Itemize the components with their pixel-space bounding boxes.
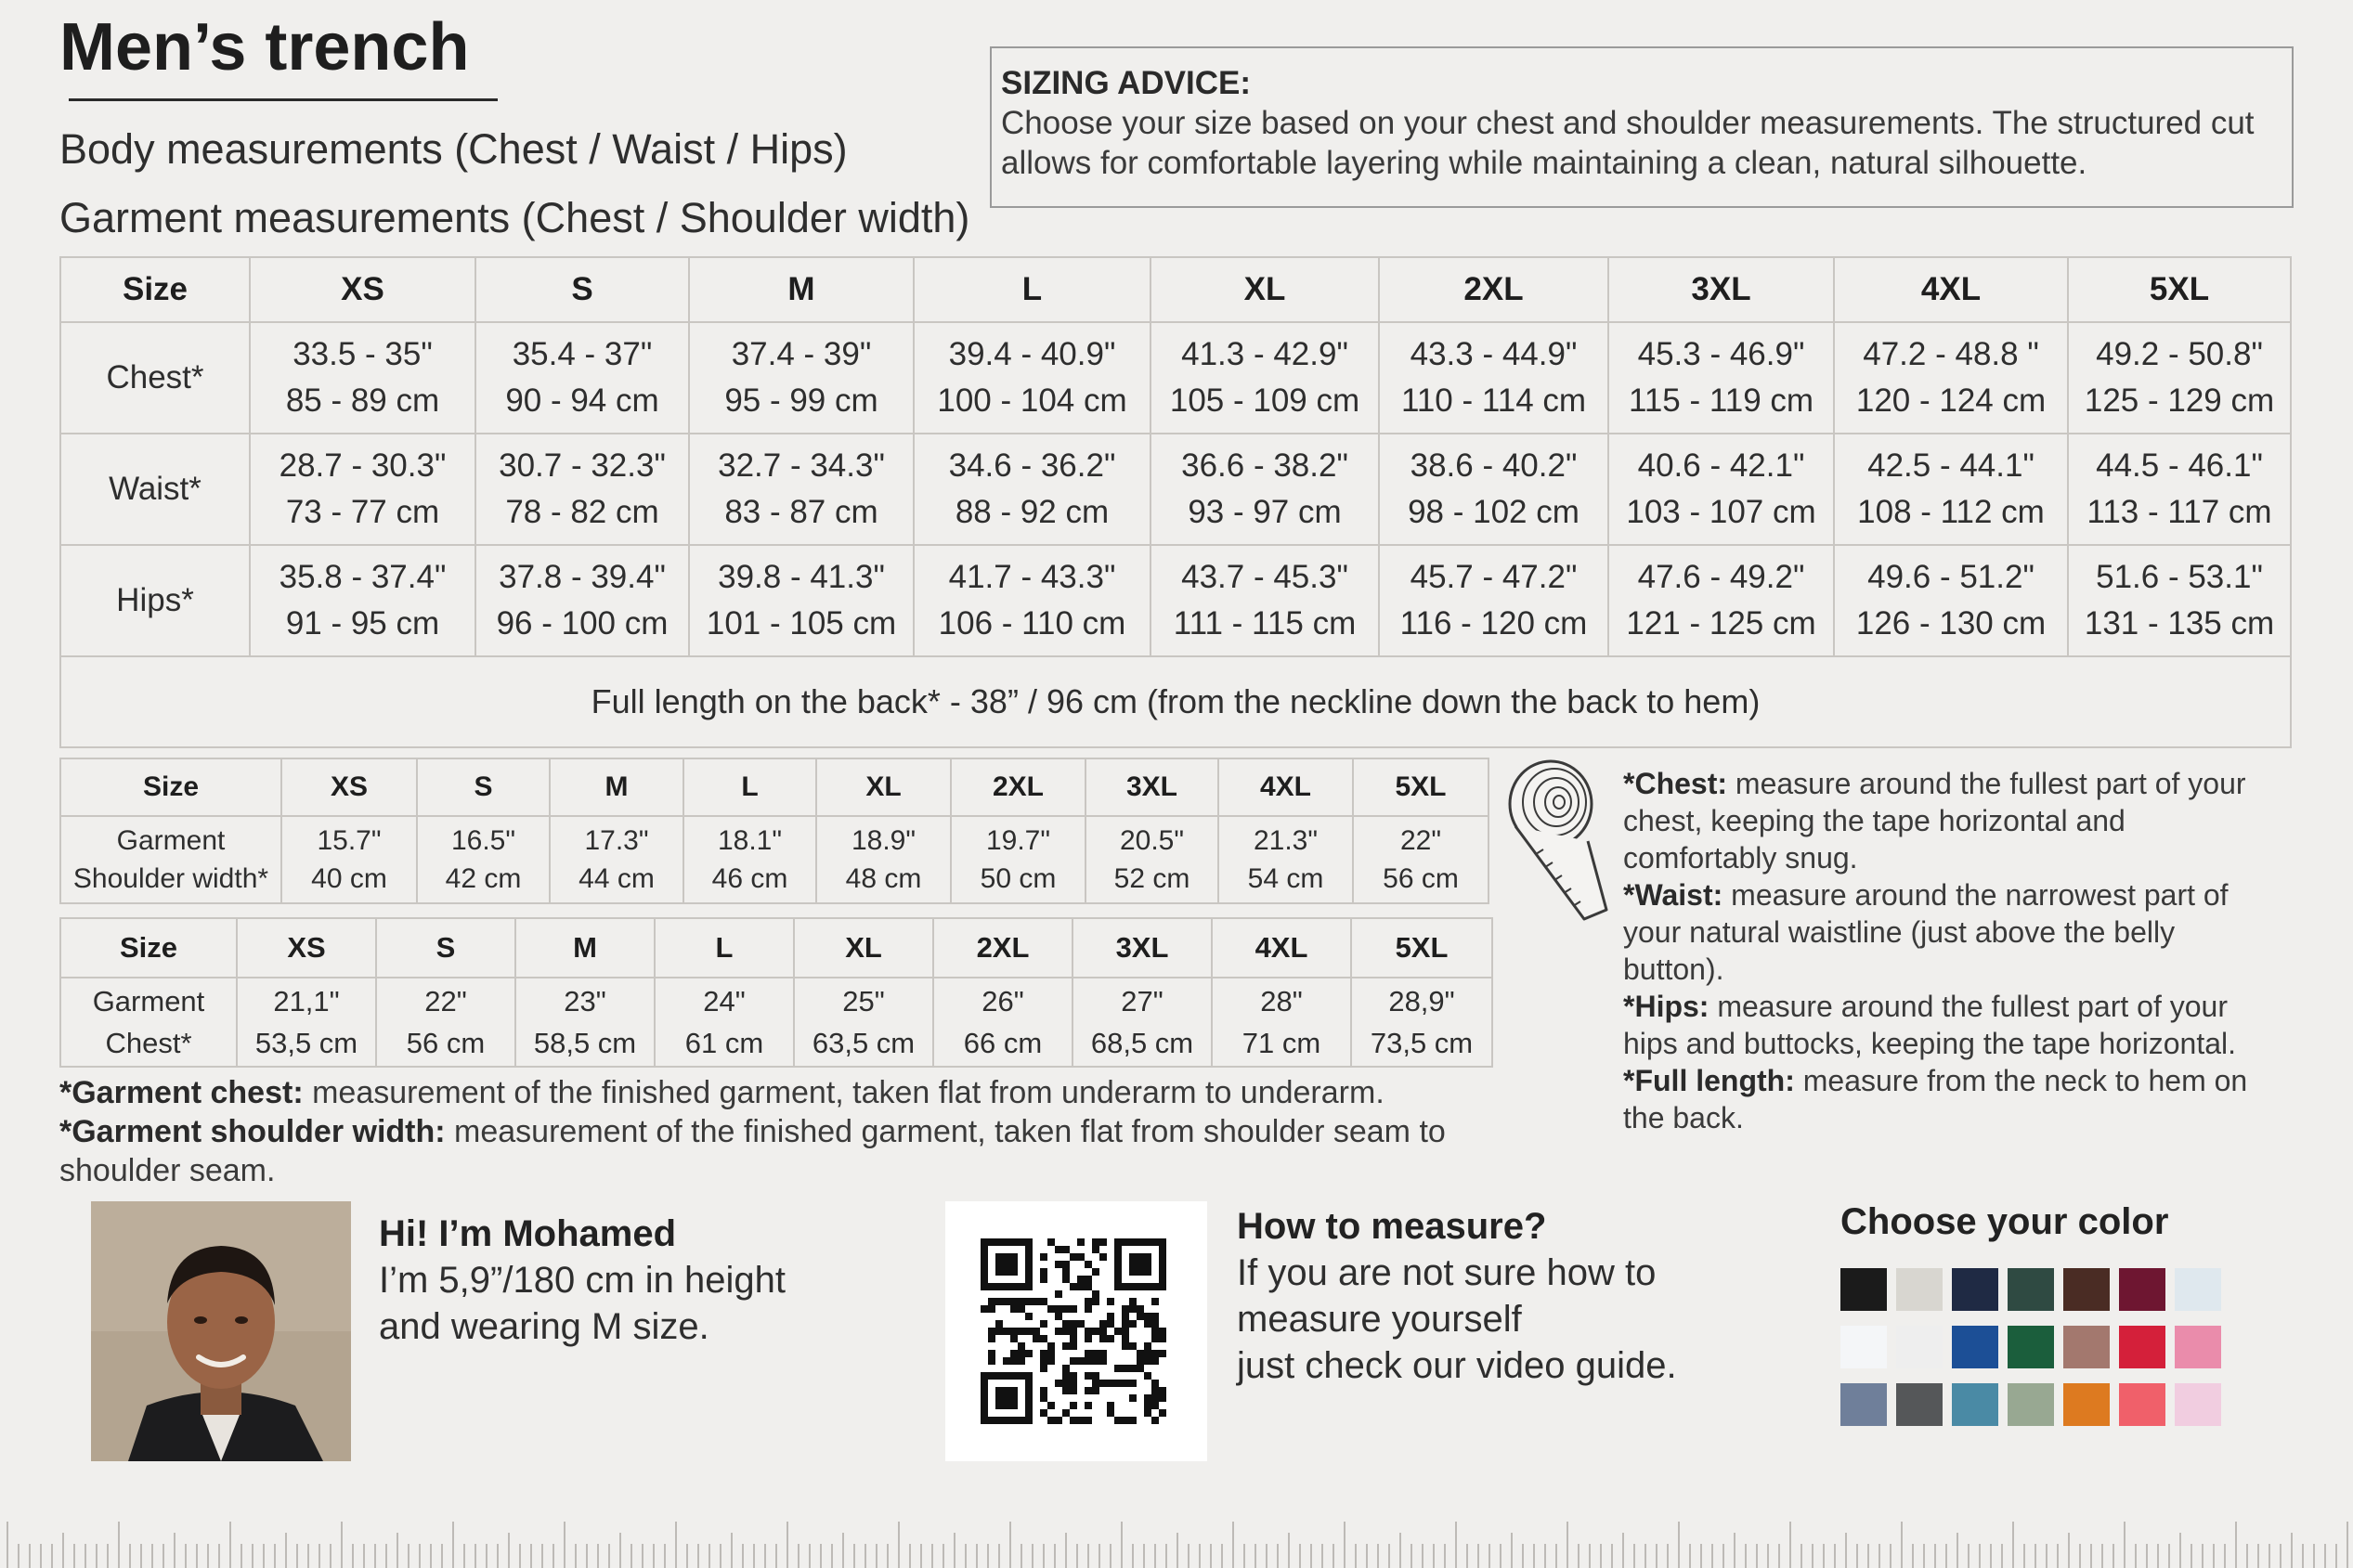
inch-value: 40.6 - 42.1" bbox=[1637, 447, 1805, 484]
cm-value: 88 - 92 cm bbox=[955, 494, 1110, 530]
table-cell bbox=[250, 322, 475, 434]
inch-value: 21,1" bbox=[273, 985, 340, 1017]
color-swatch[interactable] bbox=[2063, 1326, 2110, 1368]
inch-value: 43.7 - 45.3" bbox=[1181, 559, 1348, 595]
hips-instruction bbox=[1623, 988, 2282, 1062]
header-cell: S bbox=[376, 918, 515, 978]
cm-value: 108 - 112 cm bbox=[1857, 494, 2045, 530]
color-swatch[interactable] bbox=[2175, 1268, 2221, 1311]
inch-value: 28,9" bbox=[1388, 985, 1455, 1017]
measuring-instructions bbox=[1623, 765, 2282, 1136]
table-cell bbox=[1379, 545, 1608, 656]
inch-value: 26" bbox=[982, 985, 1024, 1017]
header-cell: 3XL bbox=[1086, 758, 1218, 816]
header-cell: XL bbox=[794, 918, 933, 978]
header-cell: 3XL bbox=[1072, 918, 1212, 978]
cm-value: 50 cm bbox=[980, 863, 1057, 894]
table-cell bbox=[2068, 545, 2291, 656]
table-cell bbox=[1379, 322, 1608, 434]
cm-value: 52 cm bbox=[1113, 863, 1190, 894]
shoulder-width-table bbox=[59, 758, 1489, 904]
how-to-text: If you are not sure how to bbox=[1237, 1252, 1657, 1293]
color-swatch[interactable] bbox=[1952, 1326, 1998, 1368]
header-cell: 4XL bbox=[1834, 257, 2068, 322]
how-to-heading: How to measure? bbox=[1237, 1206, 1547, 1247]
table-cell bbox=[250, 545, 475, 656]
cm-value: 126 - 130 cm bbox=[1855, 605, 2047, 641]
table-cell bbox=[1834, 434, 2068, 545]
table-cell bbox=[550, 816, 683, 903]
table-cell bbox=[1218, 816, 1353, 903]
inch-value: 43.3 - 44.9" bbox=[1410, 336, 1578, 372]
note-text: measurement of the finished garment, taken flat from shoulder seam to shoulder seam. bbox=[59, 1114, 1446, 1188]
cm-value: 91 - 95 cm bbox=[285, 605, 440, 641]
cm-value: 48 cm bbox=[845, 863, 922, 894]
body-size-table bbox=[59, 256, 2292, 748]
note-term: *Waist: bbox=[1623, 878, 1723, 912]
cm-value: 54 cm bbox=[1247, 863, 1324, 894]
header-cell: 5XL bbox=[1353, 758, 1488, 816]
note-term: *Hips: bbox=[1623, 990, 1710, 1023]
color-swatch[interactable] bbox=[1896, 1383, 1943, 1426]
how-to-measure bbox=[1237, 1203, 1757, 1389]
header-cell: 4XL bbox=[1218, 758, 1353, 816]
color-swatch-grid bbox=[1840, 1268, 2227, 1432]
row-label bbox=[60, 816, 281, 903]
row-label-line: Garment bbox=[92, 985, 205, 1017]
table-cell bbox=[1212, 978, 1351, 1067]
model-heading: Hi! I’m Mohamed bbox=[379, 1213, 677, 1254]
table-cell bbox=[376, 978, 515, 1067]
header-cell: XS bbox=[281, 758, 417, 816]
inch-value: 41.7 - 43.3" bbox=[948, 559, 1116, 595]
inch-value: 35.8 - 37.4" bbox=[279, 559, 447, 595]
inch-value: 32.7 - 34.3" bbox=[718, 447, 885, 484]
color-swatch[interactable] bbox=[2119, 1326, 2165, 1368]
header-cell: Size bbox=[60, 257, 250, 322]
inch-value: 47.6 - 49.2" bbox=[1637, 559, 1805, 595]
cm-value: 93 - 97 cm bbox=[1188, 494, 1342, 530]
header-cell: S bbox=[417, 758, 550, 816]
inch-value: 47.2 - 48.8 " bbox=[1863, 336, 2039, 372]
table-cell bbox=[689, 322, 914, 434]
inch-value: 39.4 - 40.9" bbox=[948, 336, 1116, 372]
header-cell: Size bbox=[60, 918, 237, 978]
sizing-advice-text: Choose your size based on your chest and shoulder measurements. The structured cut allows for comfortable layering while maintaining a clean, natural silhouette. bbox=[1001, 105, 2255, 181]
cm-value: 113 - 117 cm bbox=[2086, 494, 2272, 530]
inch-value: 25" bbox=[842, 985, 885, 1017]
table-cell bbox=[515, 978, 655, 1067]
body-measurements-subtitle: Body measurements (Chest / Waist / Hips) bbox=[59, 125, 848, 173]
cm-value: 56 cm bbox=[1383, 863, 1459, 894]
inch-value: 37.8 - 39.4" bbox=[499, 559, 666, 595]
note-text: measure around the fullest part of your chest, keeping the tape horizontal and comfortably snug. bbox=[1623, 767, 2246, 875]
cm-value: 120 - 124 cm bbox=[1855, 382, 2047, 419]
inch-value: 35.4 - 37" bbox=[512, 336, 653, 372]
inch-value: 16.5" bbox=[450, 825, 516, 856]
inch-value: 21.3" bbox=[1253, 825, 1319, 856]
inch-value: 30.7 - 32.3" bbox=[499, 447, 666, 484]
page-title: Men’s trench bbox=[59, 10, 470, 84]
sizing-advice-box bbox=[990, 46, 2294, 208]
cm-value: 103 - 107 cm bbox=[1626, 494, 1816, 530]
cm-value: 46 cm bbox=[711, 863, 788, 894]
color-picker-title: Choose your color bbox=[1840, 1201, 2169, 1242]
chest-row bbox=[60, 322, 2291, 434]
table-cell bbox=[417, 816, 550, 903]
inch-value: 17.3" bbox=[584, 825, 649, 856]
header-cell: XS bbox=[250, 257, 475, 322]
table-cell bbox=[933, 978, 1072, 1067]
header-cell: XL bbox=[1150, 257, 1379, 322]
header-cell: 2XL bbox=[933, 918, 1072, 978]
table-cell bbox=[475, 322, 689, 434]
inch-value: 51.6 - 53.1" bbox=[2096, 559, 2263, 595]
inch-value: 37.4 - 39" bbox=[731, 336, 872, 372]
inch-value: 44.5 - 46.1" bbox=[2096, 447, 2263, 484]
full-length-note: Full length on the back* - 38” / 96 cm (from the neckline down the back to hem) bbox=[60, 656, 2291, 747]
table-cell bbox=[689, 545, 914, 656]
cm-value: 106 - 110 cm bbox=[938, 605, 1126, 641]
cm-value: 90 - 94 cm bbox=[505, 382, 659, 419]
inch-value: 22" bbox=[1399, 825, 1442, 856]
full-length-instruction bbox=[1623, 1062, 2282, 1136]
table-cell bbox=[2068, 434, 2291, 545]
header-cell: L bbox=[914, 257, 1150, 322]
color-swatch[interactable] bbox=[1952, 1383, 1998, 1426]
waist-row bbox=[60, 434, 2291, 545]
cm-value: 111 - 115 cm bbox=[1173, 605, 1357, 641]
table-cell bbox=[1351, 978, 1492, 1067]
garment-chest-note bbox=[59, 1073, 1545, 1112]
model-photo bbox=[91, 1201, 351, 1461]
table-cell bbox=[1834, 322, 2068, 434]
header-cell: 2XL bbox=[1379, 257, 1608, 322]
cm-value: 125 - 129 cm bbox=[2084, 382, 2275, 419]
color-swatch[interactable] bbox=[1896, 1326, 1943, 1368]
header-cell: M bbox=[515, 918, 655, 978]
row-label bbox=[60, 978, 237, 1067]
hips-row bbox=[60, 545, 2291, 656]
table-cell bbox=[281, 816, 417, 903]
garment-measurement-notes bbox=[59, 1073, 1545, 1190]
table-cell bbox=[1072, 978, 1212, 1067]
color-swatch[interactable] bbox=[2063, 1268, 2110, 1311]
row-label: Chest* bbox=[60, 322, 250, 434]
header-cell: XS bbox=[237, 918, 376, 978]
measuring-tape-icon bbox=[1502, 752, 1627, 928]
row-label-line: Chest* bbox=[105, 1027, 192, 1059]
cm-value: 71 cm bbox=[1242, 1027, 1321, 1059]
inch-value: 15.7" bbox=[317, 825, 382, 856]
table-cell bbox=[1150, 322, 1379, 434]
note-term: *Full length: bbox=[1623, 1064, 1795, 1097]
cm-value: 73 - 77 cm bbox=[285, 494, 440, 530]
inch-value: 39.8 - 41.3" bbox=[718, 559, 885, 595]
cm-value: 73,5 cm bbox=[1370, 1027, 1474, 1059]
how-to-text: just check our video guide. bbox=[1237, 1345, 1677, 1386]
cm-value: 96 - 100 cm bbox=[496, 605, 669, 641]
full-length-row bbox=[60, 656, 2291, 747]
table-cell bbox=[816, 816, 951, 903]
cm-value: 56 cm bbox=[406, 1027, 486, 1059]
header-cell: 5XL bbox=[1351, 918, 1492, 978]
cm-value: 101 - 105 cm bbox=[706, 605, 897, 641]
header-cell: 2XL bbox=[951, 758, 1086, 816]
cm-value: 58,5 cm bbox=[533, 1027, 637, 1059]
table-cell bbox=[250, 434, 475, 545]
chest-instruction bbox=[1623, 765, 2282, 876]
inch-value: 23" bbox=[564, 985, 606, 1017]
inch-value: 28.7 - 30.3" bbox=[279, 447, 447, 484]
inch-value: 27" bbox=[1121, 985, 1164, 1017]
model-intro bbox=[379, 1211, 899, 1350]
table-cell bbox=[914, 322, 1150, 434]
color-swatch[interactable] bbox=[2175, 1383, 2221, 1426]
row-label: Waist* bbox=[60, 434, 250, 545]
note-term: *Chest: bbox=[1623, 767, 1728, 800]
table-cell bbox=[2068, 322, 2291, 434]
color-swatch[interactable] bbox=[2008, 1383, 2054, 1426]
cm-value: 78 - 82 cm bbox=[505, 494, 659, 530]
table-cell bbox=[1150, 434, 1379, 545]
table-cell bbox=[689, 434, 914, 545]
cm-value: 63,5 cm bbox=[812, 1027, 916, 1059]
garment-measurements-subtitle: Garment measurements (Chest / Shoulder width) bbox=[59, 194, 970, 241]
how-to-text: measure yourself bbox=[1237, 1299, 1522, 1340]
inch-value: 38.6 - 40.2" bbox=[1410, 447, 1578, 484]
cm-value: 115 - 119 cm bbox=[1628, 382, 1814, 419]
inch-value: 20.5" bbox=[1119, 825, 1185, 856]
ruler-decoration bbox=[0, 1489, 2353, 1568]
qr-code-icon bbox=[945, 1201, 1207, 1461]
color-swatch[interactable] bbox=[1952, 1268, 1998, 1311]
inch-value: 49.6 - 51.2" bbox=[1867, 559, 2034, 595]
table-header-row bbox=[60, 257, 2291, 322]
inch-value: 42.5 - 44.1" bbox=[1867, 447, 2034, 484]
header-cell: 3XL bbox=[1608, 257, 1834, 322]
table-cell bbox=[1353, 816, 1488, 903]
header-cell: 5XL bbox=[2068, 257, 2291, 322]
color-swatch[interactable] bbox=[1840, 1268, 1887, 1311]
inch-value: 41.3 - 42.9" bbox=[1181, 336, 1348, 372]
header-cell: XL bbox=[816, 758, 951, 816]
garment-chest-row bbox=[60, 978, 1492, 1067]
cm-value: 116 - 120 cm bbox=[1399, 605, 1588, 641]
cm-value: 95 - 99 cm bbox=[724, 382, 878, 419]
table-cell bbox=[1608, 545, 1834, 656]
note-text: measure around the narrowest part of your natural waistline (just above the belly button). bbox=[1623, 878, 2229, 986]
inch-value: 49.2 - 50.8" bbox=[2096, 336, 2263, 372]
model-height: I’m 5,9”/180 cm in height bbox=[379, 1260, 786, 1301]
inch-value: 19.7" bbox=[985, 825, 1051, 856]
cm-value: 100 - 104 cm bbox=[937, 382, 1127, 419]
title-underline bbox=[69, 98, 498, 101]
table-cell bbox=[794, 978, 933, 1067]
table-cell bbox=[951, 816, 1086, 903]
inch-value: 24" bbox=[703, 985, 746, 1017]
table-cell bbox=[1150, 545, 1379, 656]
table-cell bbox=[475, 545, 689, 656]
cm-value: 68,5 cm bbox=[1090, 1027, 1194, 1059]
inch-value: 18.1" bbox=[717, 825, 783, 856]
header-cell: S bbox=[475, 257, 689, 322]
color-swatch[interactable] bbox=[1840, 1326, 1887, 1368]
inch-value: 18.9" bbox=[851, 825, 916, 856]
header-cell: M bbox=[689, 257, 914, 322]
table-cell bbox=[1086, 816, 1218, 903]
cm-value: 131 - 135 cm bbox=[2084, 605, 2275, 641]
table-cell bbox=[655, 978, 794, 1067]
note-term: *Garment chest: bbox=[59, 1075, 304, 1110]
cm-value: 121 - 125 cm bbox=[1626, 605, 1816, 641]
table-cell bbox=[1379, 434, 1608, 545]
cm-value: 85 - 89 cm bbox=[285, 382, 440, 419]
color-swatch[interactable] bbox=[1896, 1268, 1943, 1311]
note-text: measurement of the finished garment, taken flat from underarm to underarm. bbox=[303, 1075, 1384, 1110]
inch-value: 34.6 - 36.2" bbox=[948, 447, 1116, 484]
sizing-advice-heading: SIZING ADVICE: bbox=[1001, 65, 1251, 101]
cm-value: 61 cm bbox=[684, 1027, 764, 1059]
table-cell bbox=[237, 978, 376, 1067]
video-guide-qr-code[interactable] bbox=[945, 1201, 1207, 1461]
table-header-row bbox=[60, 918, 1492, 978]
note-text: measure around the fullest part of your hips and buttocks, keeping the tape horizontal. bbox=[1623, 990, 2236, 1060]
table-cell bbox=[475, 434, 689, 545]
color-swatch[interactable] bbox=[2119, 1268, 2165, 1311]
shoulder-width-row bbox=[60, 816, 1488, 903]
cm-value: 83 - 87 cm bbox=[724, 494, 878, 530]
inch-value: 22" bbox=[424, 985, 467, 1017]
color-swatch[interactable] bbox=[2008, 1268, 2054, 1311]
waist-instruction bbox=[1623, 876, 2282, 988]
inch-value: 33.5 - 35" bbox=[292, 336, 433, 372]
header-cell: M bbox=[550, 758, 683, 816]
inch-value: 36.6 - 38.2" bbox=[1181, 447, 1348, 484]
inch-value: 45.7 - 47.2" bbox=[1410, 559, 1578, 595]
note-term: *Garment shoulder width: bbox=[59, 1114, 446, 1149]
table-cell bbox=[914, 434, 1150, 545]
table-header-row bbox=[60, 758, 1488, 816]
garment-chest-table bbox=[59, 917, 1493, 1068]
cm-value: 66 cm bbox=[963, 1027, 1043, 1059]
table-cell bbox=[914, 545, 1150, 656]
header-cell: Size bbox=[60, 758, 281, 816]
header-cell: 4XL bbox=[1212, 918, 1351, 978]
header-cell: L bbox=[655, 918, 794, 978]
row-label-line: Shoulder width* bbox=[72, 863, 269, 894]
model-size: and wearing M size. bbox=[379, 1306, 709, 1347]
color-swatch[interactable] bbox=[2063, 1383, 2110, 1426]
note-text: measure from the neck to hem on the back. bbox=[1623, 1064, 2248, 1134]
garment-shoulder-note bbox=[59, 1112, 1545, 1190]
cm-value: 42 cm bbox=[445, 863, 522, 894]
cm-value: 44 cm bbox=[578, 863, 655, 894]
cm-value: 110 - 114 cm bbox=[1400, 382, 1587, 419]
color-swatch[interactable] bbox=[2008, 1326, 2054, 1368]
table-cell bbox=[1834, 545, 2068, 656]
inch-value: 28" bbox=[1260, 985, 1303, 1017]
color-swatch[interactable] bbox=[2119, 1383, 2165, 1426]
row-label: Hips* bbox=[60, 545, 250, 656]
cm-value: 40 cm bbox=[311, 863, 387, 894]
color-swatch[interactable] bbox=[2175, 1326, 2221, 1368]
row-label-line: Garment bbox=[116, 825, 226, 856]
cm-value: 105 - 109 cm bbox=[1169, 382, 1360, 419]
cm-value: 53,5 cm bbox=[254, 1027, 358, 1059]
table-cell bbox=[683, 816, 816, 903]
color-swatch[interactable] bbox=[1840, 1383, 1887, 1426]
header-cell: L bbox=[683, 758, 816, 816]
cm-value: 98 - 102 cm bbox=[1408, 494, 1580, 530]
inch-value: 45.3 - 46.9" bbox=[1637, 336, 1805, 372]
table-cell bbox=[1608, 434, 1834, 545]
table-cell bbox=[1608, 322, 1834, 434]
